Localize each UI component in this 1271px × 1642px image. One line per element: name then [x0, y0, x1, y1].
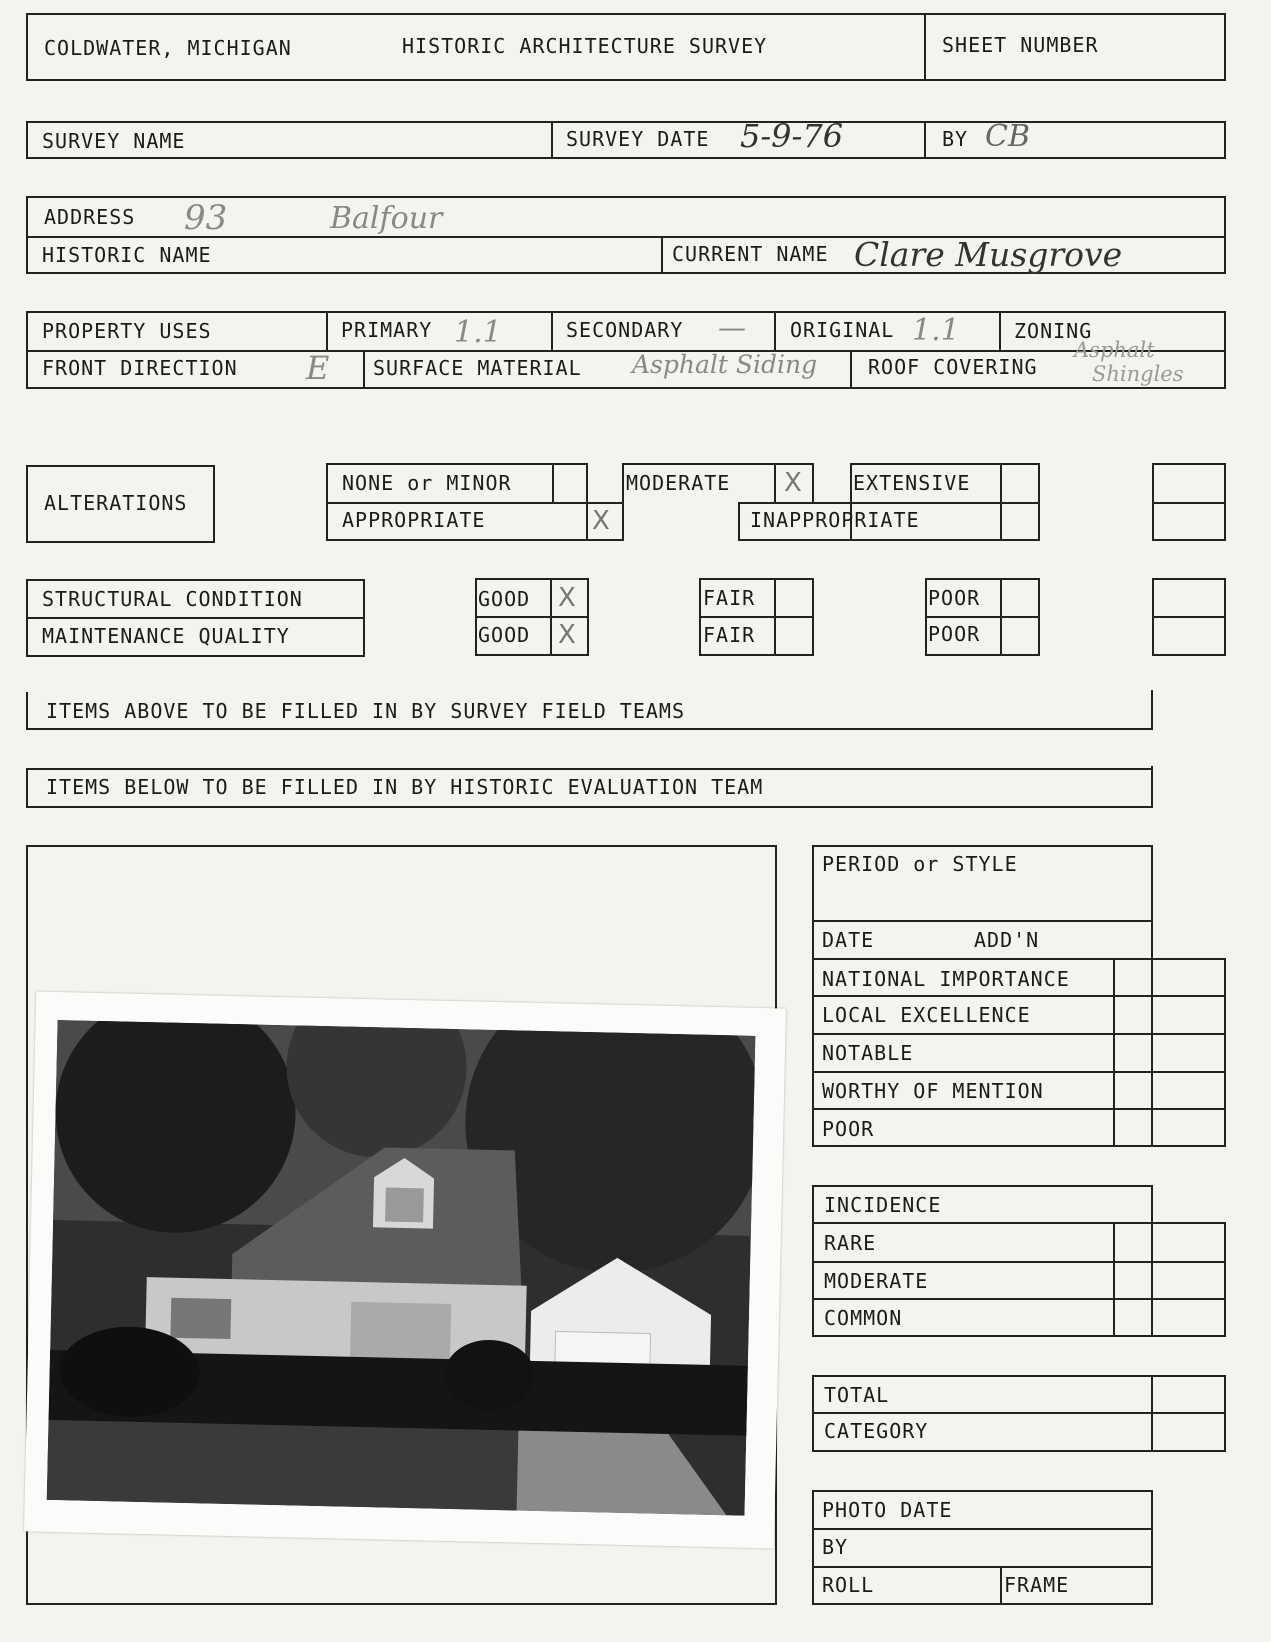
maintenance-poor-label: POOR	[928, 622, 981, 646]
maintenance-quality-label: MAINTENANCE QUALITY	[42, 624, 290, 648]
category-label: CATEGORY	[824, 1419, 929, 1443]
evaluation-poor-label: POOR	[822, 1117, 875, 1141]
roof-covering-value-1: Asphalt	[1074, 338, 1155, 362]
house-photo	[24, 992, 786, 1549]
period-style-label: PERIOD or STYLE	[822, 852, 1018, 876]
appropriate-label: APPROPRIATE	[342, 508, 486, 532]
photo-date-label: PHOTO DATE	[822, 1498, 953, 1522]
incidence-moderate-label: MODERATE	[824, 1269, 929, 1293]
survey-date-value: 5-9-76	[740, 117, 844, 155]
structural-poor-label: POOR	[928, 586, 981, 610]
roof-covering-value-2: Shingles	[1092, 362, 1184, 386]
roll-label: ROLL	[822, 1573, 875, 1597]
historic-name-label: HISTORIC NAME	[42, 243, 212, 267]
current-name-value: Clare Musgrove	[854, 235, 1123, 274]
primary-value: 1.1	[454, 315, 502, 350]
rare-label: RARE	[824, 1231, 877, 1255]
local-excellence-label: LOCAL EXCELLENCE	[822, 1003, 1031, 1027]
extensive-label: EXTENSIVE	[853, 471, 971, 495]
house-photo-image	[47, 1020, 756, 1516]
address-label: ADDRESS	[44, 205, 136, 229]
sheet-number-label: SHEET NUMBER	[942, 33, 1099, 57]
notable-label: NOTABLE	[822, 1041, 914, 1065]
by-label: BY	[942, 127, 969, 151]
national-importance-label: NATIONAL IMPORTANCE	[822, 967, 1070, 991]
survey-date-label: SURVEY DATE	[566, 127, 710, 151]
primary-label: PRIMARY	[341, 318, 433, 342]
structural-good-mark: X	[558, 583, 576, 613]
maintenance-good-label: GOOD	[478, 623, 531, 647]
structural-fair-label: FAIR	[703, 586, 756, 610]
surface-material-label: SURFACE MATERIAL	[373, 356, 582, 380]
original-label: ORIGINAL	[790, 318, 895, 342]
survey-title: HISTORIC ARCHITECTURE SURVEY	[402, 34, 768, 58]
property-uses-label: PROPERTY USES	[42, 319, 212, 343]
alterations-label: ALTERATIONS	[44, 491, 188, 515]
secondary-value: —	[718, 311, 746, 344]
incidence-label: INCIDENCE	[824, 1193, 942, 1217]
note-below: ITEMS BELOW TO BE FILLED IN BY HISTORIC EVALUATION TEAM	[46, 775, 764, 799]
structural-condition-label: STRUCTURAL CONDITION	[42, 587, 303, 611]
original-value: 1.1	[912, 313, 960, 348]
by-value: CB	[985, 119, 1030, 154]
roof-covering-label: ROOF COVERING	[868, 355, 1038, 379]
front-direction-value: E	[306, 349, 330, 387]
common-label: COMMON	[824, 1306, 903, 1330]
zoning-label: ZONING	[1014, 319, 1093, 343]
photo-by-label: BY	[822, 1535, 849, 1559]
appropriate-mark: X	[592, 506, 610, 536]
maintenance-good-mark: X	[558, 620, 576, 650]
date-label: DATE	[822, 928, 875, 952]
city-label: COLDWATER, MICHIGAN	[44, 36, 292, 60]
moderate-mark: X	[784, 468, 802, 498]
none-minor-label: NONE or MINOR	[342, 471, 512, 495]
secondary-label: SECONDARY	[566, 318, 684, 342]
inappropriate-label: INAPPROPRIATE	[750, 508, 920, 532]
addn-label: ADD'N	[974, 928, 1040, 952]
frame-label: FRAME	[1004, 1573, 1070, 1597]
address-number: 93	[184, 198, 228, 238]
moderate-label: MODERATE	[626, 471, 731, 495]
address-street: Balfour	[330, 201, 443, 236]
current-name-label: CURRENT NAME	[672, 242, 829, 266]
structural-good-label: GOOD	[478, 587, 531, 611]
front-direction-label: FRONT DIRECTION	[42, 356, 238, 380]
maintenance-fair-label: FAIR	[703, 623, 756, 647]
surface-material-value: Asphalt Siding	[632, 350, 818, 379]
note-above: ITEMS ABOVE TO BE FILLED IN BY SURVEY FIELD TEAMS	[46, 699, 686, 723]
survey-name-label: SURVEY NAME	[42, 129, 186, 153]
worthy-of-mention-label: WORTHY OF MENTION	[822, 1079, 1044, 1103]
total-label: TOTAL	[824, 1383, 890, 1407]
